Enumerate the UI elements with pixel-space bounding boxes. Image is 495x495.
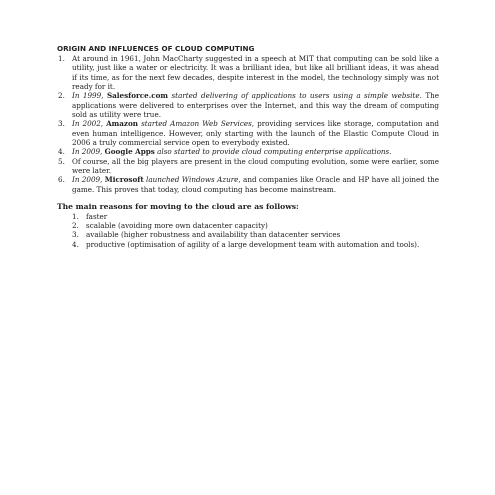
list-item [57, 175, 439, 194]
list-text-italic: launched Windows Azure, [143, 175, 241, 185]
list-item [57, 147, 439, 156]
list-text-italic-prefix: In 1999, [72, 91, 107, 101]
list-text-italic-prefix: In 2009, [72, 147, 105, 157]
list-item [57, 240, 439, 249]
list-number: 1. [58, 54, 65, 63]
list-text-italic: also started to provide cloud computing enterprise applications. [154, 147, 392, 157]
list-item [57, 91, 439, 119]
list-text-italic: started Amazon Web Services, [138, 119, 255, 129]
list-item [57, 221, 439, 230]
list-item [57, 157, 439, 176]
list-text: The applications were delivered to enterprises over the Internet, and this way the dream of computing sold as utility were true. [72, 91, 439, 120]
list-number: 2. [72, 221, 79, 230]
list-number: 5. [58, 156, 65, 166]
list-number: 3. [58, 119, 65, 129]
document-page [57, 44, 439, 249]
list-text: available (higher robustness and availability than datacenter services [86, 230, 341, 240]
list-text: Of course, all the big players are present in the cloud computing evolution, some were earlier, some were later. [72, 156, 439, 176]
list-item [57, 54, 439, 91]
list-item [57, 230, 439, 239]
list-text: providing services like storage, computation and even human intelligence. However, only starting with the launch of the Elastic Compute Cloud in 2006 a truly commercial service open to everybody existed. [72, 119, 439, 148]
list-text-italic-prefix: In 2009, [72, 175, 105, 185]
list-number: 2. [58, 91, 65, 101]
list-text: productive (optimisation of agility of a large development team with automation and tools). [86, 239, 420, 249]
list-text: At around in 1961, John MacCharty suggested in a speech at MIT that computing can be sold like a utility, just like a water or electricity. It was a brilliant idea, but like all brilliant ideas, it was ahead if its time, as for the next few decades, despite interest in the model, the technology simply was not ready for it. [72, 54, 439, 92]
list-text-italic-prefix: In 2002, [72, 119, 107, 129]
origin-list [57, 54, 439, 194]
list-text: faster [86, 211, 108, 221]
list-number: 4. [58, 147, 65, 157]
list-text: scalable (avoiding more own datacenter capacity) [86, 221, 268, 230]
company-name: Google Apps [104, 147, 155, 157]
list-number: 6. [58, 175, 65, 185]
reasons-list [57, 212, 439, 249]
company-name: Salesforce.com [106, 91, 169, 101]
list-number: 4. [72, 239, 79, 249]
reasons-title: The main reasons for moving to the cloud are as follows: [57, 202, 299, 212]
list-number: 3. [72, 230, 79, 240]
list-item [57, 212, 439, 221]
list-item [57, 119, 439, 147]
company-name: Amazon [106, 119, 139, 129]
list-text-italic: started delivering of applications to users using a simple website. [168, 91, 422, 101]
list-text: and companies like Oracle and HP have all joined the game. This proves that today, cloud computing has become mainstream. [72, 175, 439, 194]
list-number: 1. [72, 211, 79, 221]
company-name: Microsoft [104, 175, 144, 185]
section-title: ORIGIN AND INFLUENCES OF CLOUD COMPUTING [57, 44, 255, 53]
